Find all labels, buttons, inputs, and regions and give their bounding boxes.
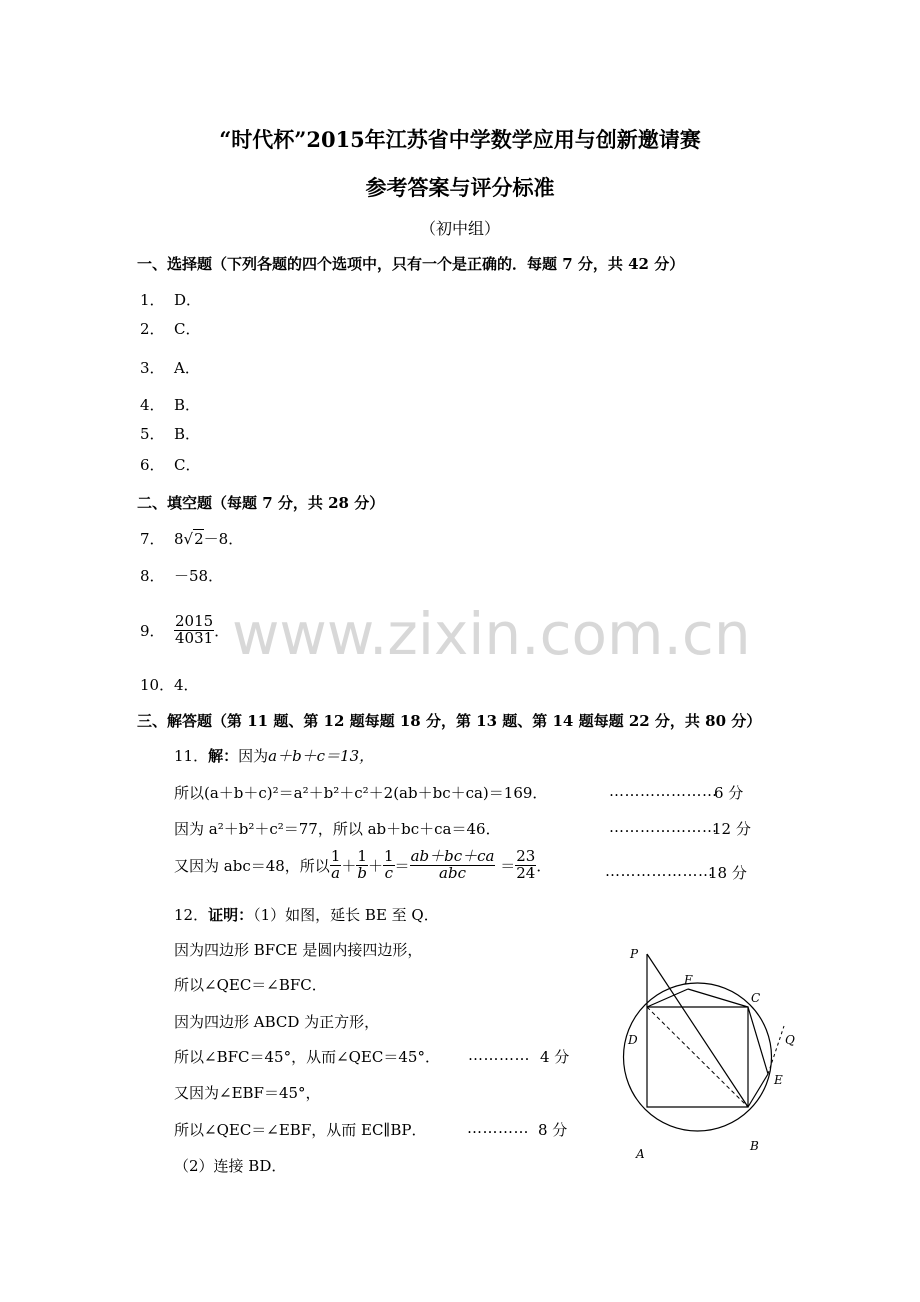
fraction-2015-4031: $\frac{2015}{4031}$ xyxy=(175,612,214,647)
q11-dots-2: ………………… xyxy=(609,818,718,836)
q12-dots-7: ………… xyxy=(467,1119,529,1137)
mc-answer-6: 6． C． xyxy=(140,456,201,474)
q11-line-4: 又因为 abc＝48，所以 $\frac{1}{a}$ ＋ $\frac{1}{b}$ ＋ $\frac{1}{c}$ ＝ $\frac{ab+bc+ca}{\text{abc}}$ ＝ $\frac{23}{24}$ ． xyxy=(174,847,552,882)
title-group: （初中组） xyxy=(419,219,500,238)
q12-line-7: 所以∠QEC＝∠EBF，从而 EC∥BP． xyxy=(174,1121,427,1139)
label-p: P xyxy=(630,947,639,961)
section-2-heading: 二、填空题（每题 7 分，共 28 分） xyxy=(137,494,385,512)
mc-answer-2: 2． C． xyxy=(140,320,201,338)
q12-line-2: 因为四边形 BFCE 是圆内接四边形， xyxy=(174,941,423,959)
label-q: Q xyxy=(785,1033,795,1047)
segment-bd-dashed xyxy=(647,1007,748,1107)
geometry-figure xyxy=(600,930,820,1170)
q11-dots-1: ………………… xyxy=(609,782,718,800)
section-1-heading: 一、选择题（下列各题的四个选项中，只有一个是正确的．每题 7 分，共 42 分） xyxy=(137,255,685,273)
watermark: www.zixin.com.cn xyxy=(232,600,751,668)
mc-answer-3: 3． A． xyxy=(140,359,200,377)
mc-answer-5: 5． B． xyxy=(140,425,201,443)
label-a: A xyxy=(636,1147,645,1161)
label-d: D xyxy=(628,1033,638,1047)
q11-line-1: 11．解：因为a＋b＋c＝13， xyxy=(174,747,375,765)
title-main: “时代杯”2015年江苏省中学数学应用与创新邀请赛 xyxy=(219,127,701,152)
section-3-heading: 三、解答题（第 11 题、第 12 题每题 18 分，第 13 题、第 14 题每题 22 分，共 80 分） xyxy=(137,712,762,730)
fill-answer-10: 10．4． xyxy=(140,676,199,694)
q11-score-1: 6 分 xyxy=(714,784,744,802)
q11-score-3: 18 分 xyxy=(708,864,747,882)
label-e: E xyxy=(774,1073,783,1087)
q11-line-2: 所以(a＋b＋c)²＝a²＋b²＋c²＋2(ab＋bc＋ca)＝169． xyxy=(174,784,548,802)
q12-line-5: 所以∠BFC＝45°，从而∠QEC＝45°． xyxy=(174,1048,440,1066)
q11-line-3: 因为 a²＋b²＋c²＝77，所以 ab＋bc＋ca＝46． xyxy=(174,820,501,838)
q12-line-8: （2）连接 BD． xyxy=(174,1157,287,1175)
q11-dots-3: ………………… xyxy=(605,862,714,880)
q12-line-4: 因为四边形 ABCD 为正方形， xyxy=(174,1013,380,1031)
segment-pb xyxy=(647,954,748,1107)
q11-score-2: 12 分 xyxy=(712,820,751,838)
mc-answer-4: 4． B． xyxy=(140,396,201,414)
q12-score-5: 4 分 xyxy=(540,1048,570,1066)
ray-eq-dashed xyxy=(768,1026,784,1074)
q12-score-7: 8 分 xyxy=(538,1121,568,1139)
label-b: B xyxy=(750,1139,759,1153)
q12-line-3: 所以∠QEC＝∠BFC． xyxy=(174,976,327,994)
q12-dots-5: ………… xyxy=(468,1046,530,1064)
fill-answer-7: 7． 8√2－8． xyxy=(140,530,244,548)
title-sub: 参考答案与评分标准 xyxy=(365,175,555,200)
label-f: F xyxy=(684,973,693,987)
segment-ce xyxy=(748,1007,768,1074)
mc-answer-1: 1． D． xyxy=(140,291,202,309)
q12-line-6: 又因为∠EBF＝45°， xyxy=(174,1084,321,1102)
label-c: C xyxy=(751,991,761,1005)
segment-be xyxy=(748,1074,768,1107)
fill-answer-8: 8． －58． xyxy=(140,567,224,585)
segment-fc xyxy=(688,989,748,1007)
fill-answer-9: 9． $\frac{2015}{4031}$ ． xyxy=(140,612,230,647)
q12-line-1: 12．证明：（1）如图，延长 BE 至 Q． xyxy=(174,906,439,924)
